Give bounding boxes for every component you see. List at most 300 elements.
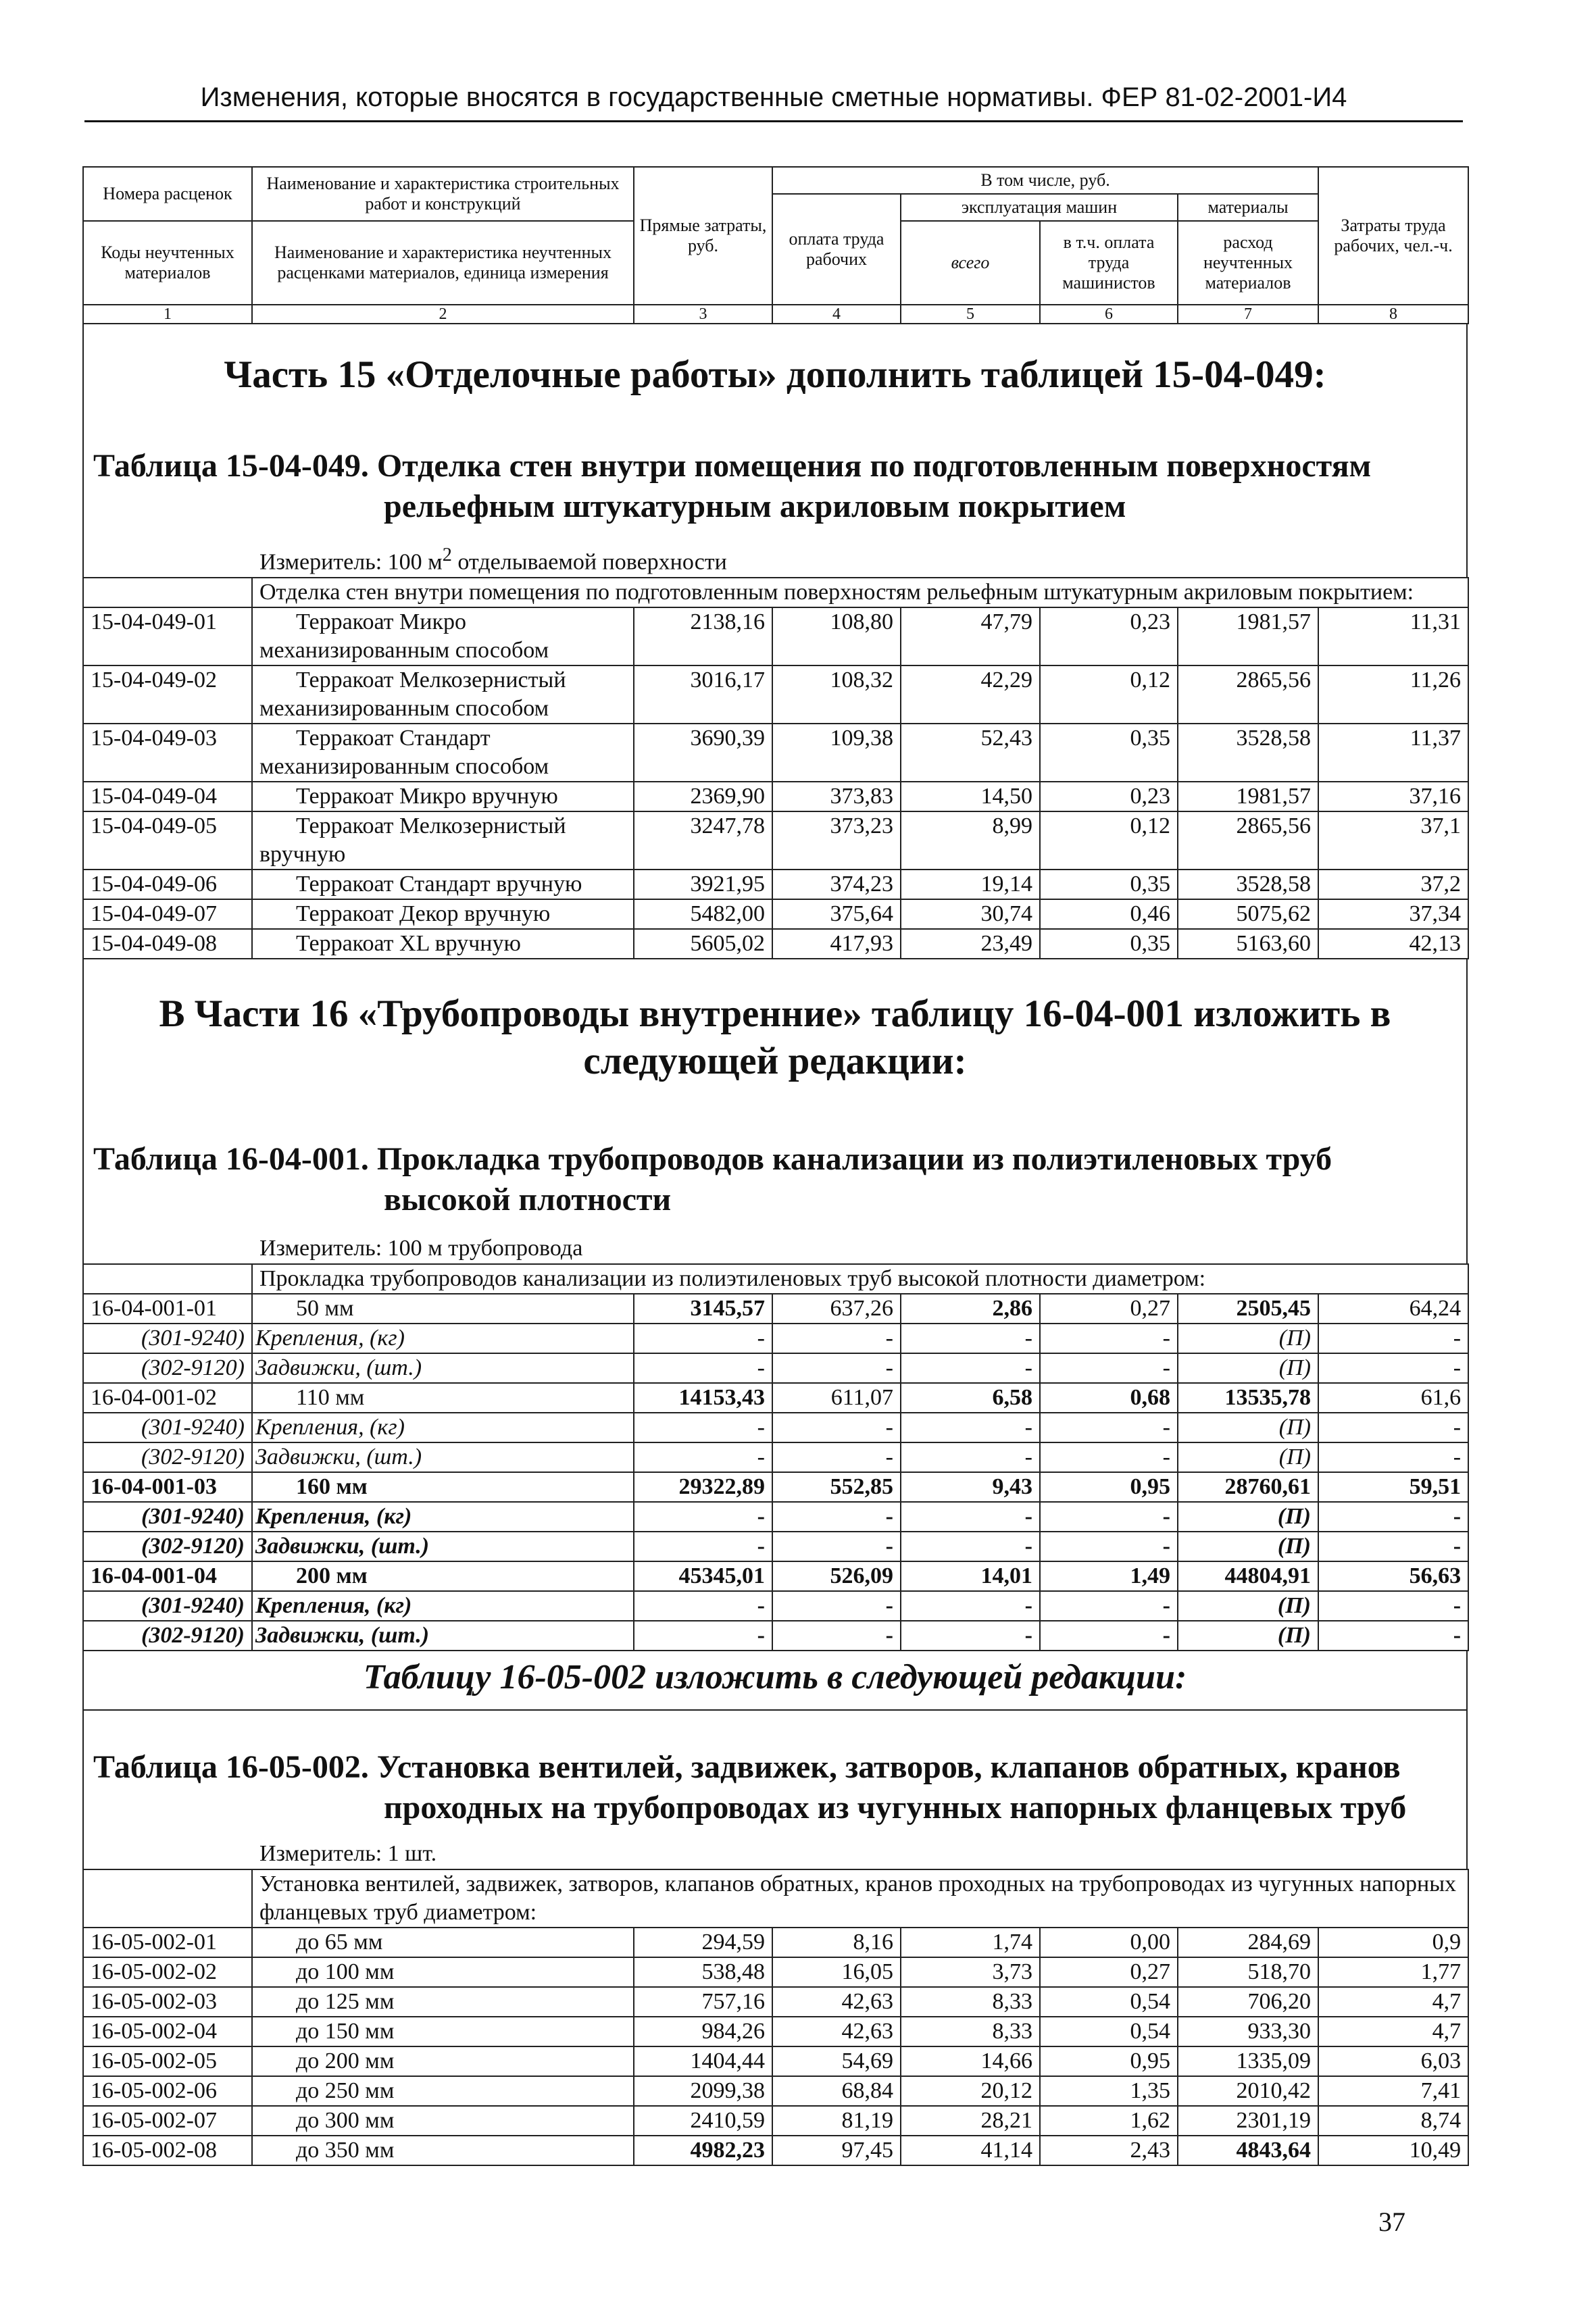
- machinist-pay: 1,62: [1040, 2106, 1178, 2136]
- table-16-04-001: [82, 1263, 1469, 1651]
- column-number: 6: [1040, 305, 1178, 324]
- table-row: [83, 1383, 1468, 1413]
- rate-name: до 350 мм: [252, 2136, 634, 2165]
- machinist-pay: 0,27: [1040, 1957, 1178, 1987]
- material-code: (301-9240): [83, 1502, 252, 1532]
- header-rate-numbers: Номера расценок: [83, 167, 252, 221]
- machinist-pay: 0,95: [1040, 1472, 1178, 1502]
- dash-cell: -: [772, 1502, 901, 1532]
- measure-unit-text: Измеритель: 100 м: [259, 549, 443, 575]
- rate-name: до 250 мм: [252, 2076, 634, 2106]
- group-title: Прокладка трубопроводов канализации из полиэтиленовых труб высокой плотности диаметром:: [252, 1264, 1468, 1294]
- rate-code: 16-05-002-02: [83, 1957, 252, 1987]
- rate-code: 16-04-001-03: [83, 1472, 252, 1502]
- material-cost: 2505,45: [1178, 1294, 1318, 1324]
- dash-cell: -: [634, 1442, 772, 1472]
- labor-pay: 108,32: [772, 665, 901, 724]
- machine-cost: 20,12: [901, 2076, 1040, 2106]
- machinist-pay: 0,95: [1040, 2046, 1178, 2076]
- dash-cell: -: [1040, 1413, 1178, 1442]
- table-row: [83, 1502, 1468, 1532]
- labor-hours: 4,7: [1318, 1987, 1468, 2017]
- direct-cost: 29322,89: [634, 1472, 772, 1502]
- material-cost: 933,30: [1178, 2017, 1318, 2046]
- header-worker-pay: оплата труда рабочих: [772, 194, 901, 305]
- direct-cost: 3690,39: [634, 724, 772, 782]
- labor-pay: 373,23: [772, 811, 901, 870]
- part-title-line: В Части 16 «Трубопроводы внутренние» таблицу 16-04-001 изложить в: [159, 992, 1391, 1036]
- group-spacer-cell: [83, 578, 252, 607]
- dash-cell: -: [901, 1591, 1040, 1621]
- rate-code: 16-05-002-05: [83, 2046, 252, 2076]
- rate-code: 15-04-049-08: [83, 929, 252, 959]
- direct-cost: 757,16: [634, 1987, 772, 2017]
- rate-code: 15-04-049-05: [83, 811, 252, 870]
- material-name: Крепления, (кг): [252, 1413, 634, 1442]
- measure-unit: Измеритель: 1 шт.: [259, 1841, 437, 1867]
- section-16-05-002: [82, 1651, 1468, 1709]
- column-number: 1: [83, 305, 252, 324]
- rate-name: 110 мм: [252, 1383, 634, 1413]
- labor-pay: 97,45: [772, 2136, 901, 2165]
- rate-code: 15-04-049-02: [83, 665, 252, 724]
- machinist-pay: 0,12: [1040, 811, 1178, 870]
- machine-cost: 8,99: [901, 811, 1040, 870]
- header-unaccounted-codes: Коды неучтенных материалов: [83, 221, 252, 305]
- dash-cell: -: [901, 1413, 1040, 1442]
- machine-cost: 23,49: [901, 929, 1040, 959]
- rate-code: 15-04-049-07: [83, 899, 252, 929]
- dash-cell: -: [634, 1621, 772, 1651]
- direct-cost: 2410,59: [634, 2106, 772, 2136]
- dash-cell: -: [634, 1413, 772, 1442]
- labor-hours: 11,37: [1318, 724, 1468, 782]
- labor-pay: 16,05: [772, 1957, 901, 1987]
- machinist-pay: 0,35: [1040, 929, 1178, 959]
- column-number: 8: [1318, 305, 1468, 324]
- direct-cost: 984,26: [634, 2017, 772, 2046]
- labor-hours: 10,49: [1318, 2136, 1468, 2165]
- rate-code: 16-05-002-06: [83, 2076, 252, 2106]
- rate-code: 15-04-049-03: [83, 724, 252, 782]
- direct-cost: 14153,43: [634, 1383, 772, 1413]
- material-name: Задвижки, (шт.): [252, 1532, 634, 1561]
- machinist-pay: 0,35: [1040, 870, 1178, 899]
- header-materials: материалы: [1178, 194, 1318, 221]
- machinist-pay: 0,23: [1040, 782, 1178, 811]
- machine-cost: 2,86: [901, 1294, 1040, 1324]
- dash-cell: -: [901, 1621, 1040, 1651]
- section-16-05-002-heading: [82, 1709, 1468, 1869]
- labor-hours: 7,41: [1318, 2076, 1468, 2106]
- table-title-line: проходных на трубопроводах из чугунных напорных фланцевых труб: [384, 1790, 1407, 1826]
- material-code: (302-9120): [83, 1621, 252, 1651]
- rate-code: 16-04-001-01: [83, 1294, 252, 1324]
- material-name: Крепления, (кг): [252, 1502, 634, 1532]
- material-name: Задвижки, (шт.): [252, 1353, 634, 1383]
- labor-hours: 59,51: [1318, 1472, 1468, 1502]
- machinist-pay: 2,43: [1040, 2136, 1178, 2165]
- machine-cost: 1,74: [901, 1928, 1040, 1957]
- part-16-title: [84, 959, 1466, 1099]
- labor-pay: 42,63: [772, 2017, 901, 2046]
- measure-unit: Измеритель: 100 м трубопровода: [259, 1236, 583, 1261]
- header-usage-part-b: неучтенных: [1203, 253, 1293, 272]
- dash-cell: -: [1040, 1532, 1178, 1561]
- table-title-line: высокой плотности: [384, 1182, 672, 1218]
- machinist-pay: 0,35: [1040, 724, 1178, 782]
- labor-pay: 81,19: [772, 2106, 901, 2136]
- labor-hours: 11,26: [1318, 665, 1468, 724]
- labor-hours: 37,16: [1318, 782, 1468, 811]
- material-cost: 706,20: [1178, 1987, 1318, 2017]
- machine-cost: 42,29: [901, 665, 1040, 724]
- table-row: [83, 2136, 1468, 2165]
- labor-pay: 526,09: [772, 1561, 901, 1591]
- machinist-pay: 0,27: [1040, 1294, 1178, 1324]
- column-number: 4: [772, 305, 901, 324]
- labor-hours: 11,31: [1318, 607, 1468, 665]
- rate-code: 16-05-002-07: [83, 2106, 252, 2136]
- part-title-line: следующей редакции:: [583, 1040, 967, 1083]
- table-row: [83, 2046, 1468, 2076]
- machinist-pay: 0,46: [1040, 899, 1178, 929]
- machine-cost: 6,58: [901, 1383, 1040, 1413]
- rate-name: Терракоат Микро вручную: [252, 782, 634, 811]
- dash-cell: -: [634, 1591, 772, 1621]
- group-title: Установка вентилей, задвижек, затворов, клапанов обратных, кранов проходных на трубопроводах из чугунных напорных фланцевых труб диаметром:: [252, 1869, 1468, 1928]
- table-row: [83, 665, 1468, 724]
- rate-code: 16-04-001-04: [83, 1561, 252, 1591]
- dash-cell: -: [634, 1532, 772, 1561]
- dash-cell: -: [772, 1442, 901, 1472]
- column-header-table: [82, 166, 1469, 324]
- header-unaccounted-names: [252, 221, 634, 305]
- group-title: Отделка стен внутри помещения по подготовленным поверхностям рельефным штукатурным акриловым покрытием:: [252, 578, 1468, 607]
- labor-hours: 56,63: [1318, 1561, 1468, 1591]
- labor-hours: 0,9: [1318, 1928, 1468, 1957]
- dash-cell: -: [772, 1591, 901, 1621]
- table-16-04-001-title: [84, 1099, 1466, 1220]
- rate-name: Терракоат Стандарт механизированным способом: [252, 724, 634, 782]
- table-row: [83, 870, 1468, 899]
- material-code: (302-9120): [83, 1442, 252, 1472]
- machine-cost: 9,43: [901, 1472, 1040, 1502]
- direct-cost: 2138,16: [634, 607, 772, 665]
- direct-cost: 3921,95: [634, 870, 772, 899]
- dash-cell: -: [1318, 1324, 1468, 1353]
- labor-pay: 42,63: [772, 1987, 901, 2017]
- material-cost: 5163,60: [1178, 929, 1318, 959]
- rate-name: Терракоат Мелкозернистый механизированным способом: [252, 665, 634, 724]
- document-sheet: [82, 166, 1468, 2166]
- dash-cell: -: [634, 1324, 772, 1353]
- material-cost: 28760,61: [1178, 1472, 1318, 1502]
- table-row: [83, 782, 1468, 811]
- header-rule: [84, 120, 1463, 122]
- material-cost: (П): [1178, 1591, 1318, 1621]
- dash-cell: -: [1318, 1353, 1468, 1383]
- machine-cost: 47,79: [901, 607, 1040, 665]
- group-spacer-cell: [83, 1264, 252, 1294]
- dash-cell: -: [1318, 1442, 1468, 1472]
- rate-code: 16-05-002-03: [83, 1987, 252, 2017]
- table-row: [83, 1442, 1468, 1472]
- labor-pay: 373,83: [772, 782, 901, 811]
- dash-cell: -: [1318, 1591, 1468, 1621]
- rate-name: Терракоат Микро механизированным способом: [252, 607, 634, 665]
- labor-pay: 54,69: [772, 2046, 901, 2076]
- rate-name: до 150 мм: [252, 2017, 634, 2046]
- direct-cost: 538,48: [634, 1957, 772, 1987]
- section-15-04-049: [82, 324, 1468, 577]
- dash-cell: -: [901, 1324, 1040, 1353]
- table-row: [83, 2106, 1468, 2136]
- dash-cell: -: [772, 1413, 901, 1442]
- header-machine-operation: эксплуатация машин: [901, 194, 1178, 221]
- direct-cost: 2099,38: [634, 2076, 772, 2106]
- labor-hours: 64,24: [1318, 1294, 1468, 1324]
- rate-code: 16-04-001-02: [83, 1383, 252, 1413]
- labor-pay: 552,85: [772, 1472, 901, 1502]
- dash-cell: -: [901, 1502, 1040, 1532]
- material-code: (302-9120): [83, 1532, 252, 1561]
- table-row: [83, 1561, 1468, 1591]
- section-16-04-001: [82, 959, 1468, 1263]
- machine-cost: 41,14: [901, 2136, 1040, 2165]
- table-title-line: Таблица 15-04-049. Отделка стен внутри помещения по подготовленным поверхностям: [93, 448, 1372, 484]
- material-cost: (П): [1178, 1413, 1318, 1442]
- labor-hours: 42,13: [1318, 929, 1468, 959]
- table-row: [83, 1591, 1468, 1621]
- direct-cost: 3016,17: [634, 665, 772, 724]
- rate-name: 50 мм: [252, 1294, 634, 1324]
- machine-cost: 28,21: [901, 2106, 1040, 2136]
- direct-cost: 45345,01: [634, 1561, 772, 1591]
- material-cost: 1981,57: [1178, 782, 1318, 811]
- material-cost: 13535,78: [1178, 1383, 1318, 1413]
- labor-hours: 8,74: [1318, 2106, 1468, 2136]
- material-cost: (П): [1178, 1502, 1318, 1532]
- labor-pay: 637,26: [772, 1294, 901, 1324]
- material-cost: 2865,56: [1178, 665, 1318, 724]
- part-15-title: Часть 15 «Отделочные работы» дополнить таблицей 15-04-049:: [224, 353, 1326, 396]
- material-cost: (П): [1178, 1532, 1318, 1561]
- dash-cell: -: [1040, 1353, 1178, 1383]
- page-number: 37: [1378, 2207, 1405, 2237]
- dash-cell: -: [1040, 1324, 1178, 1353]
- labor-hours: 37,2: [1318, 870, 1468, 899]
- table-15-04-049: [82, 577, 1469, 959]
- machine-cost: 8,33: [901, 2017, 1040, 2046]
- dash-cell: -: [1040, 1621, 1178, 1651]
- rate-code: 16-05-002-04: [83, 2017, 252, 2046]
- machinist-pay: 0,54: [1040, 2017, 1178, 2046]
- labor-pay: 417,93: [772, 929, 901, 959]
- material-cost: 3528,58: [1178, 870, 1318, 899]
- header-machinist-pay: в т.ч. оплата труда машинистов: [1040, 221, 1178, 305]
- rate-code: 15-04-049-04: [83, 782, 252, 811]
- labor-hours: 1,77: [1318, 1957, 1468, 1987]
- rate-code: 16-05-002-08: [83, 2136, 252, 2165]
- header-material-usage: [1178, 221, 1318, 305]
- table-row: [83, 1472, 1468, 1502]
- direct-cost: 1404,44: [634, 2046, 772, 2076]
- material-name: Задвижки, (шт.): [252, 1442, 634, 1472]
- machine-cost: 30,74: [901, 899, 1040, 929]
- machinist-pay: 0,23: [1040, 607, 1178, 665]
- table-15-04-049-title: [84, 419, 1466, 527]
- material-name: Крепления, (кг): [252, 1591, 634, 1621]
- dash-cell: -: [1318, 1502, 1468, 1532]
- labor-pay: 68,84: [772, 2076, 901, 2106]
- labor-hours: 61,6: [1318, 1383, 1468, 1413]
- direct-cost: 3145,57: [634, 1294, 772, 1324]
- material-cost: (П): [1178, 1442, 1318, 1472]
- dash-cell: -: [634, 1502, 772, 1532]
- header-usage-part-c: материалов: [1205, 273, 1291, 293]
- table-row: [83, 1928, 1468, 1957]
- direct-cost: 4982,23: [634, 2136, 772, 2165]
- dash-cell: -: [901, 1353, 1040, 1383]
- dash-cell: -: [1040, 1591, 1178, 1621]
- header-usage-part-a: расход: [1223, 232, 1273, 252]
- material-code: (302-9120): [83, 1353, 252, 1383]
- table-row: [83, 607, 1468, 665]
- rate-code: 15-04-049-06: [83, 870, 252, 899]
- column-number: 7: [1178, 305, 1318, 324]
- measure-unit: [84, 527, 1466, 577]
- machine-cost: 14,50: [901, 782, 1040, 811]
- table-title-line: Таблица 16-05-002. Установка вентилей, задвижек, затворов, клапанов обратных, кранов: [93, 1749, 1401, 1786]
- header-machines-total: всего: [901, 221, 1040, 305]
- material-cost: 2865,56: [1178, 811, 1318, 870]
- material-cost: (П): [1178, 1324, 1318, 1353]
- measure-unit-exponent: 2: [442, 545, 452, 565]
- table-row: [83, 2076, 1468, 2106]
- measure-unit-tail: отделываемой поверхности: [451, 549, 727, 575]
- header-names-part-c: единица измерения: [459, 263, 609, 282]
- dash-cell: -: [1318, 1532, 1468, 1561]
- table-row: [83, 1532, 1468, 1561]
- group-spacer-cell: [83, 1869, 252, 1928]
- machinist-pay: 1,49: [1040, 1561, 1178, 1591]
- dash-cell: -: [901, 1532, 1040, 1561]
- rate-code: 16-05-002-01: [83, 1928, 252, 1957]
- material-cost: 1981,57: [1178, 607, 1318, 665]
- table-16-05-002: [82, 1869, 1469, 2166]
- rate-name: Терракоат Мелкозернистый вручную: [252, 811, 634, 870]
- table-row: [83, 811, 1468, 870]
- material-cost: 2301,19: [1178, 2106, 1318, 2136]
- table-row: [83, 1324, 1468, 1353]
- material-code: (301-9240): [83, 1324, 252, 1353]
- material-cost: 1335,09: [1178, 2046, 1318, 2076]
- table-title-line: рельефным штукатурным акриловым покрытием: [384, 488, 1126, 524]
- page-header: Изменения, которые вносятся в государственные сметные нормативы. ФЕР 81-02-2001-И4: [200, 82, 1347, 112]
- material-code: (301-9240): [83, 1413, 252, 1442]
- rate-name: до 200 мм: [252, 2046, 634, 2076]
- labor-hours: 4,7: [1318, 2017, 1468, 2046]
- machine-cost: 8,33: [901, 1987, 1040, 2017]
- machine-cost: 3,73: [901, 1957, 1040, 1987]
- direct-cost: 3247,78: [634, 811, 772, 870]
- table-title-line: Таблица 16-04-001. Прокладка трубопроводов канализации из полиэтиленовых труб: [93, 1141, 1332, 1178]
- dash-cell: -: [1040, 1502, 1178, 1532]
- material-cost: (П): [1178, 1621, 1318, 1651]
- rate-name: до 65 мм: [252, 1928, 634, 1957]
- column-number: 2: [252, 305, 634, 324]
- material-code: (301-9240): [83, 1591, 252, 1621]
- table-row: [83, 1294, 1468, 1324]
- dash-cell: -: [772, 1324, 901, 1353]
- table-row: [83, 1353, 1468, 1383]
- rate-name: 160 мм: [252, 1472, 634, 1502]
- table-row: [83, 1621, 1468, 1651]
- material-cost: 5075,62: [1178, 899, 1318, 929]
- table-16-05-002-title: [84, 1711, 1466, 1828]
- labor-pay: 611,07: [772, 1383, 901, 1413]
- material-cost: 518,70: [1178, 1957, 1318, 1987]
- labor-hours: 6,03: [1318, 2046, 1468, 2076]
- dash-cell: -: [772, 1353, 901, 1383]
- labor-pay: 374,23: [772, 870, 901, 899]
- dash-cell: -: [772, 1621, 901, 1651]
- machinist-pay: 0,00: [1040, 1928, 1178, 1957]
- dash-cell: -: [901, 1442, 1040, 1472]
- header-names-part-a: Наименование и характеристика: [274, 243, 522, 262]
- table-16-05-002-instruction: Таблицу 16-05-002 изложить в следующей редакции:: [363, 1658, 1187, 1697]
- rate-name: до 100 мм: [252, 1957, 634, 1987]
- table-row: [83, 899, 1468, 929]
- header-including: В том числе, руб.: [772, 167, 1318, 194]
- header-direct-costs: Прямые затраты, руб.: [634, 167, 772, 305]
- direct-cost: 294,59: [634, 1928, 772, 1957]
- material-cost: 3528,58: [1178, 724, 1318, 782]
- header-names-part-b: неучтенных расценками материалов,: [277, 243, 612, 282]
- material-name: Задвижки, (шт.): [252, 1621, 634, 1651]
- labor-hours: 37,1: [1318, 811, 1468, 870]
- table-row: [83, 929, 1468, 959]
- column-number: 3: [634, 305, 772, 324]
- machine-cost: 19,14: [901, 870, 1040, 899]
- rate-name: Терракоат Стандарт вручную: [252, 870, 634, 899]
- labor-hours: 37,34: [1318, 899, 1468, 929]
- machinist-pay: 0,54: [1040, 1987, 1178, 2017]
- labor-pay: 108,80: [772, 607, 901, 665]
- machinist-pay: 0,68: [1040, 1383, 1178, 1413]
- rate-name: до 125 мм: [252, 1987, 634, 2017]
- table-row: [83, 1987, 1468, 2017]
- table-row: [83, 1413, 1468, 1442]
- rate-name: до 300 мм: [252, 2106, 634, 2136]
- rate-name: 200 мм: [252, 1561, 634, 1591]
- material-cost: 284,69: [1178, 1928, 1318, 1957]
- machine-cost: 52,43: [901, 724, 1040, 782]
- machinist-pay: 0,12: [1040, 665, 1178, 724]
- labor-pay: 8,16: [772, 1928, 901, 1957]
- table-row: [83, 724, 1468, 782]
- dash-cell: -: [1318, 1413, 1468, 1442]
- dash-cell: -: [1318, 1621, 1468, 1651]
- material-cost: 4843,64: [1178, 2136, 1318, 2165]
- table-row: [83, 2017, 1468, 2046]
- machine-cost: 14,66: [901, 2046, 1040, 2076]
- rate-name: Терракоат XL вручную: [252, 929, 634, 959]
- dash-cell: -: [634, 1353, 772, 1383]
- labor-pay: 109,38: [772, 724, 901, 782]
- machine-cost: 14,01: [901, 1561, 1040, 1591]
